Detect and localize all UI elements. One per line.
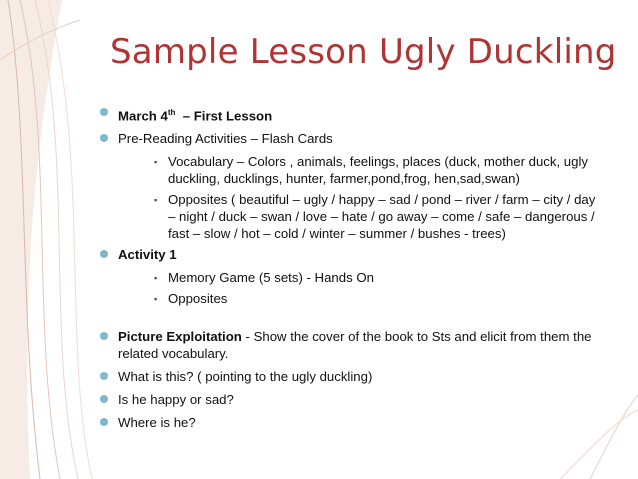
happy-or-sad-text: Is he happy or sad?	[118, 392, 234, 408]
sub-item-opposites-2	[150, 290, 605, 307]
picture-exploitation-label: Picture Exploitation	[118, 329, 242, 345]
left-band-fill	[0, 0, 62, 479]
where-is-he-text: Where is he?	[118, 415, 196, 431]
opposites-text: Opposites ( beautiful – ugly / happy – sad / pond – river / farm – city / day – night / duck – swan / love – hate / go away – come / safe – dangerous / fast – slow / hot – cold / winter – summer / bushes - trees)	[168, 192, 596, 242]
bullet-item-where-is-he	[100, 414, 605, 431]
picture-exploitation-text: - Show the cover of the book to Sts and elicit from them the related vocabulary.	[118, 329, 592, 362]
pre-reading-sublist	[100, 153, 605, 242]
circle-bullet-icon	[100, 418, 108, 426]
circle-bullet-icon	[100, 108, 108, 116]
vocabulary-text: Vocabulary – Colors , animals, feelings, places (duck, mother duck, ugly duckling, ducklings, hunter, farmer,pond,frog, hen,sad,swan)	[168, 154, 589, 187]
lesson-date: March 4	[118, 108, 168, 124]
activity-1-sublist	[100, 269, 605, 307]
memory-game-text: Memory Game (5 sets) - Hands On	[168, 270, 374, 286]
small-square-bullet-icon: ▪	[154, 294, 158, 305]
circle-bullet-icon	[100, 134, 108, 142]
what-is-this-text: What is this? ( pointing to the ugly duckling)	[118, 369, 373, 385]
bullet-item-what-is-this	[100, 368, 605, 385]
bullet-item-pre-reading	[100, 130, 605, 147]
sub-item-vocabulary	[150, 153, 605, 187]
bullet-item-march-4th	[100, 104, 605, 124]
activity-1-text: Activity 1	[118, 247, 177, 263]
bullet-item-picture-exploitation	[100, 328, 605, 362]
lesson-label: – First Lesson	[175, 108, 273, 124]
opposites-2-text: Opposites	[168, 291, 228, 307]
circle-bullet-icon	[100, 395, 108, 403]
slide-content	[100, 104, 605, 437]
pre-reading-text: Pre-Reading Activities – Flash Cards	[118, 131, 333, 147]
circle-bullet-icon	[100, 372, 108, 380]
circle-bullet-icon	[100, 250, 108, 258]
sub-item-opposites	[150, 191, 605, 242]
bullet-item-happy-or-sad	[100, 391, 605, 408]
left-swirl-line-4	[48, 0, 92, 479]
small-square-bullet-icon: ▪	[154, 195, 158, 206]
small-square-bullet-icon: ▪	[154, 157, 158, 168]
circle-bullet-icon	[100, 332, 108, 340]
date-suffix: th	[167, 108, 176, 117]
bullet-item-activity-1	[100, 246, 605, 263]
sub-item-memory-game	[150, 269, 605, 286]
slide-title: Sample Lesson Ugly Duckling	[110, 32, 617, 72]
small-square-bullet-icon: ▪	[154, 273, 158, 284]
spacer	[100, 311, 605, 328]
